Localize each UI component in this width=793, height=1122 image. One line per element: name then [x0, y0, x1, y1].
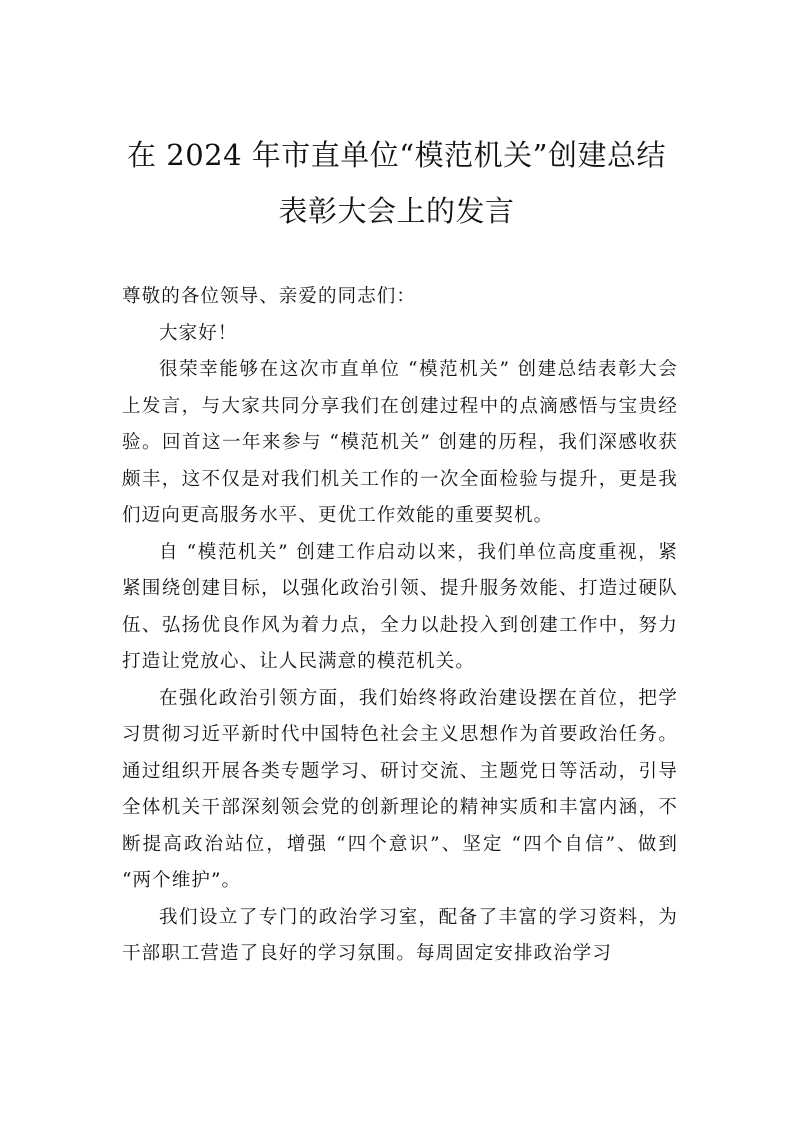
- document-body: [122, 279, 678, 973]
- paragraph-study-room: 我们设立了专门的政治学习室，配备了丰富的学习资料，为干部职工营造了良好的学习氛围。每周固定安排政治学习: [122, 906, 678, 964]
- document-title-line-2: 表彰大会上的发言: [278, 194, 515, 228]
- paragraph-launch: 自 “模范机关” 创建工作启动以来，我们单位高度重视，紧紧围绕创建目标，以强化政治引领、提升服务效能、打造过硬队伍、弘扬优良作风为着力点，全力以赴投入到创建工作中，努力打造让党放心、让人民满意的模范机关。: [122, 541, 678, 672]
- salutation: 尊敬的各位领导、亲爱的同志们：: [122, 286, 417, 307]
- document-title-line-1: 在 2024 年市直单位“模范机关”创建总结: [127, 138, 666, 172]
- paragraph-intro: 很荣幸能够在这次市直单位 “模范机关” 创建总结表彰大会上发言，与大家共同分享我们在创建过程中的点滴感悟与宝贵经验。回首这一年来参与 “模范机关” 创建的历程，我们深感收获颇丰，这不仅是对我们机关工作的一次全面检验与提升，更是我们迈向更高服务水平、更优工作效能的重要契机。: [122, 359, 678, 526]
- paragraph-political-guidance: 在强化政治引领方面，我们始终将政治建设摆在首位，把学习贯彻习近平新时代中国特色社会主义思想作为首要政治任务。通过组织开展各类专题学习、研讨交流、主题党日等活动，引导全体机关干部深刻领会党的创新理论的精神实质和丰富内涵，不断提高政治站位，增强 “四个意识”、坚定 “四个自信”、做到 “两个维护”。: [122, 687, 678, 891]
- paragraph-greeting: 大家好！: [159, 322, 238, 344]
